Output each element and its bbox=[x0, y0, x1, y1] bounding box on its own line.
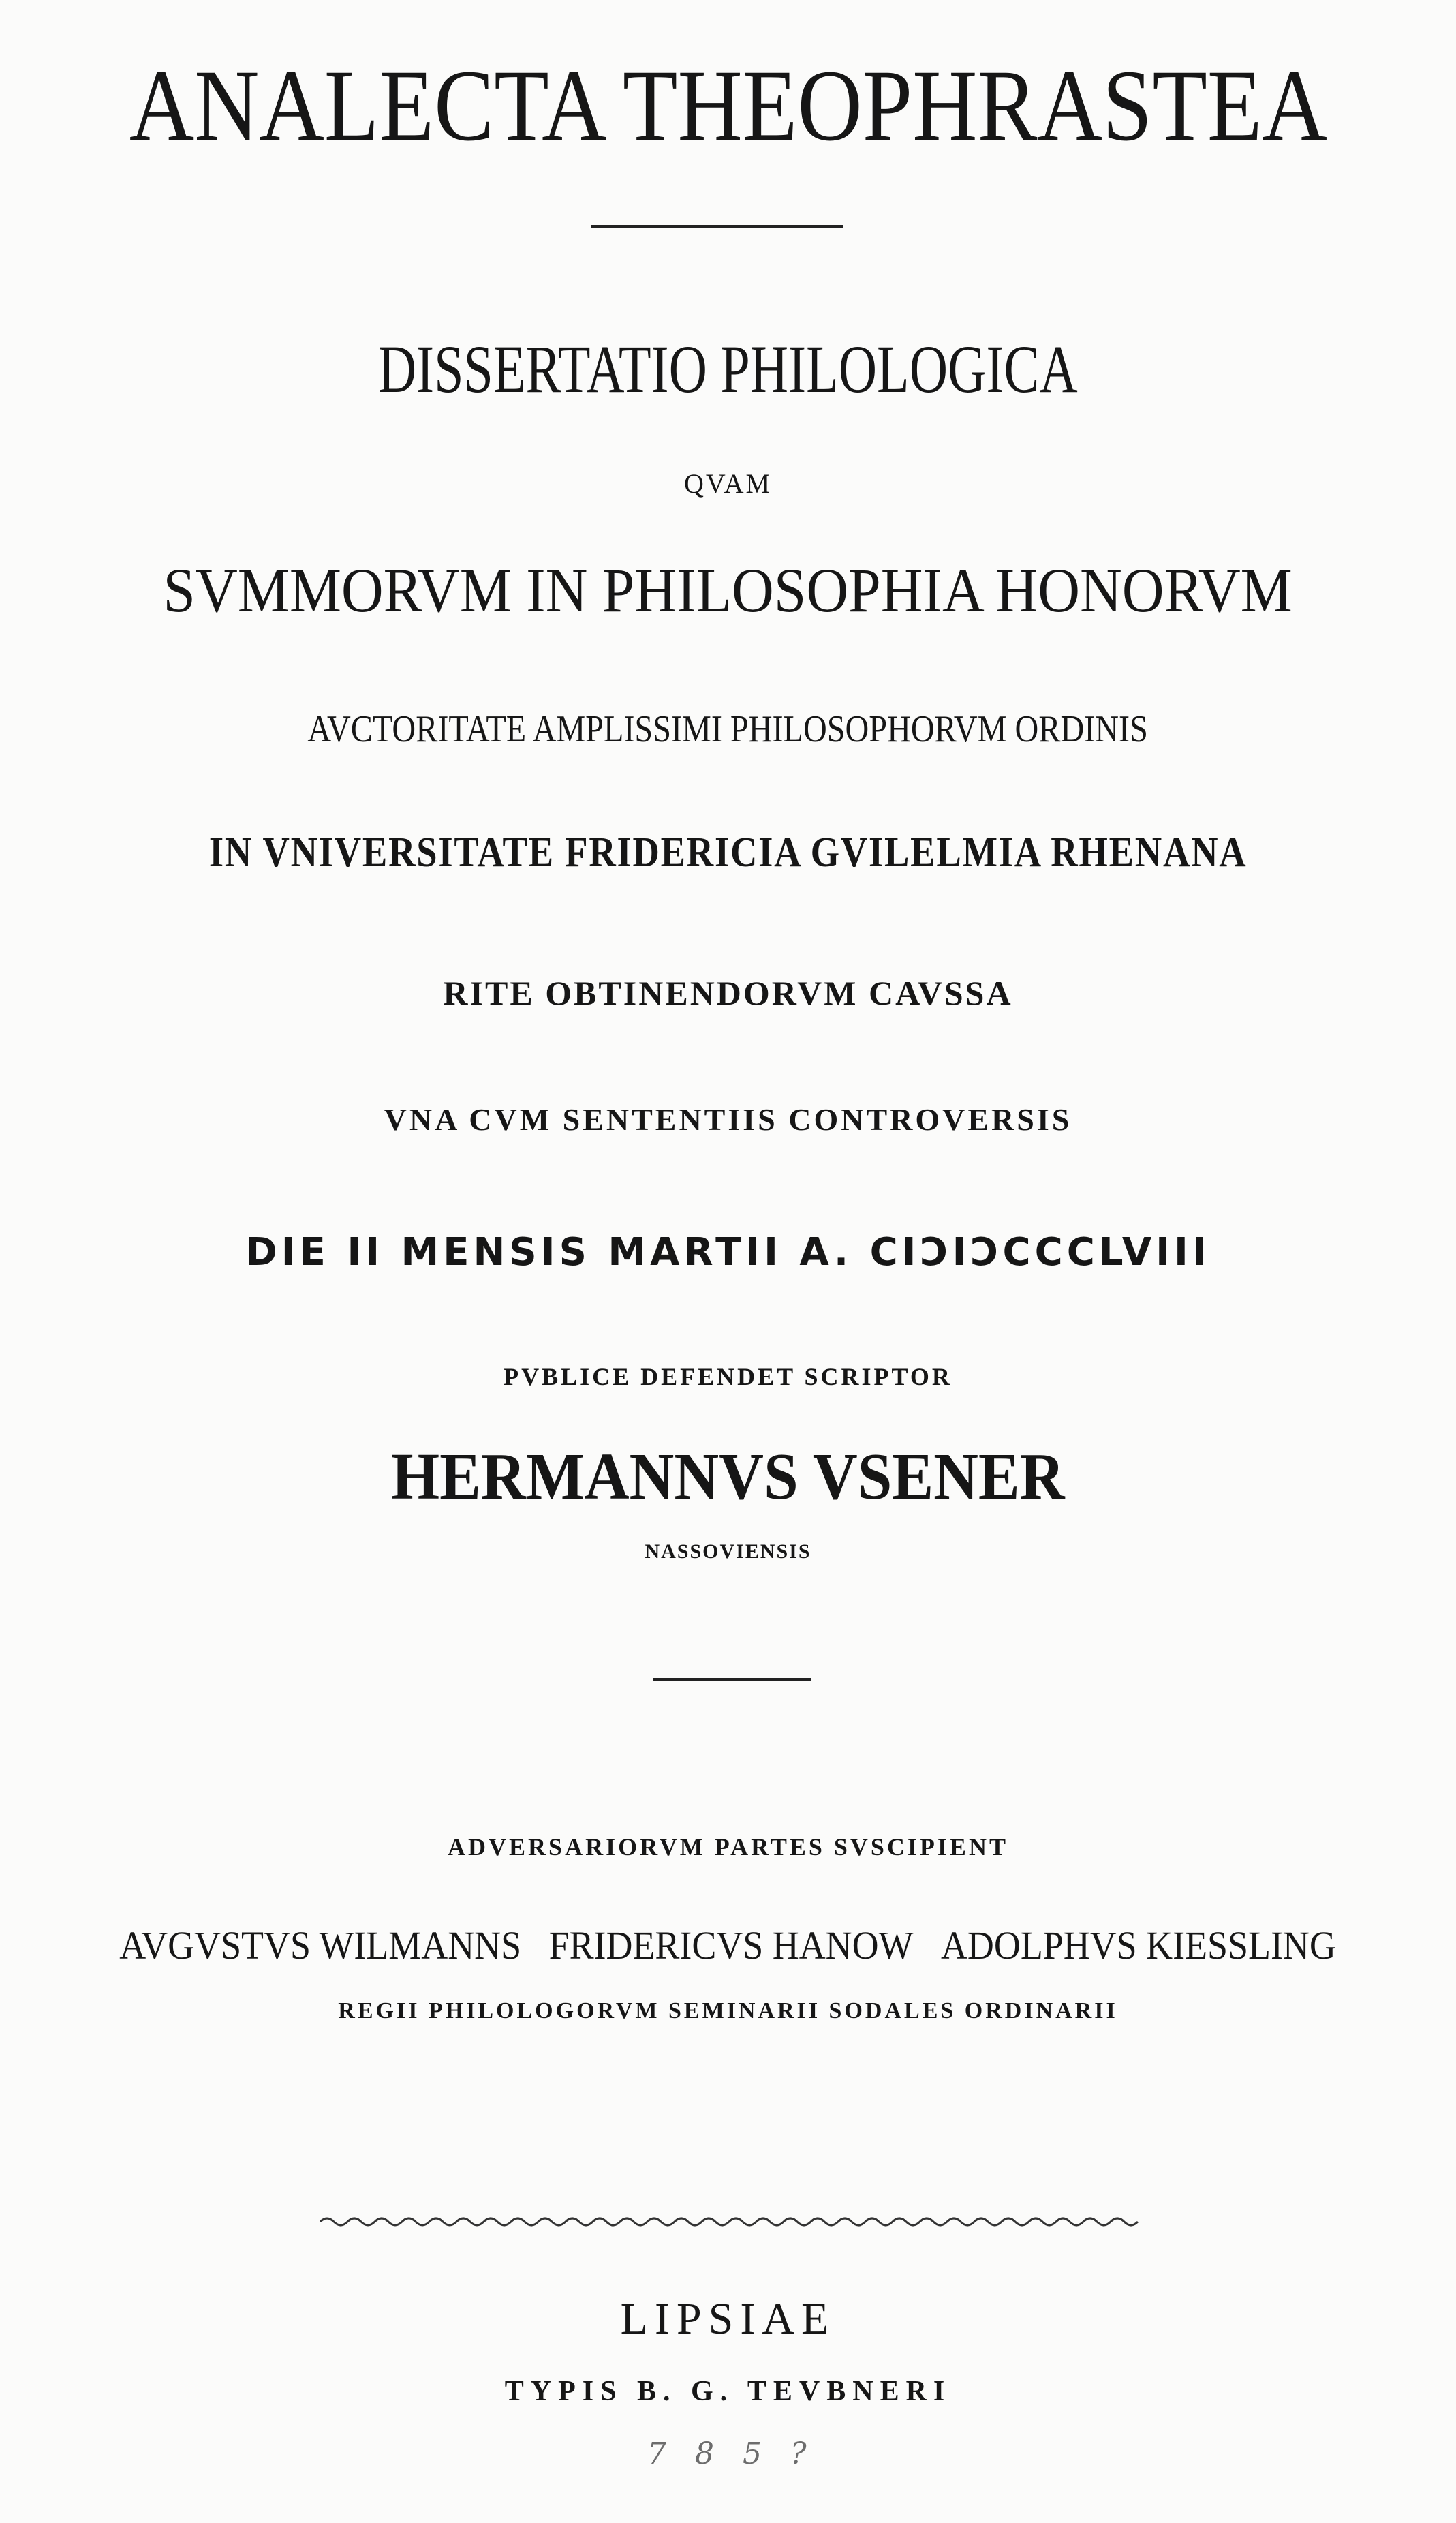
title-rule bbox=[591, 225, 843, 228]
opponents-text bbox=[119, 1923, 1337, 1968]
opponent-2: FRIDERICVS HANOW bbox=[549, 1923, 914, 1968]
universitate-text: IN VNIVERSITATE FRIDERICIA GVILELMIA RHENANA bbox=[208, 829, 1248, 876]
adversariorum-line: ADVERSARIORVM PARTES SVSCIPIENT bbox=[448, 1833, 1008, 1861]
subtitle-text: DISSERTATIO PHILOLOGICA bbox=[378, 331, 1078, 407]
subtitle bbox=[0, 331, 1456, 407]
city-line: LIPSIAE bbox=[620, 2294, 836, 2344]
author-rule bbox=[653, 1678, 811, 1681]
auctoritate-text: AVCTORITATE AMPLISSIMI PHILOSOPHORVM ORDINIS bbox=[307, 708, 1149, 750]
opponent-1: AVGVSTVS WILMANNS bbox=[119, 1923, 522, 1968]
author-name bbox=[0, 1440, 1456, 1514]
handwritten-note: 7 8 5 ? bbox=[647, 2436, 816, 2471]
printer-line: TYPIS B. G. TEVBNERI bbox=[504, 2376, 952, 2407]
sodales-line: REGII PHILOLOGORVM SEMINARII SODALES ORDINARII bbox=[338, 1998, 1118, 2023]
rite-line: RITE OBTINENDORVM CAVSSA bbox=[443, 974, 1013, 1012]
main-title-text: ANALECTA THEOPHRASTEA bbox=[129, 49, 1327, 162]
quam-line: QVAM bbox=[683, 468, 773, 499]
author-name-text: HERMANNVS VSENER bbox=[391, 1440, 1065, 1514]
honorum-text: SVMMORVM IN PHILOSOPHIA HONORVM bbox=[163, 555, 1293, 625]
opponents-line bbox=[0, 1923, 1456, 1968]
publice-line: PVBLICE DEFENDET SCRIPTOR bbox=[504, 1363, 952, 1390]
wavy-rule bbox=[320, 2208, 1146, 2235]
auctoritate-line bbox=[0, 710, 1456, 748]
origin-line: NASSOVIENSIS bbox=[645, 1540, 811, 1563]
date-line: DIE II MENSIS MARTII A. CIƆIƆCCCLVIII bbox=[245, 1230, 1211, 1274]
universitate-line bbox=[0, 831, 1456, 874]
una-line: VNA CVM SENTENTIIS CONTROVERSIS bbox=[384, 1102, 1072, 1137]
honorum-line bbox=[0, 555, 1456, 625]
main-title bbox=[0, 49, 1456, 162]
opponent-3: ADOLPHVS KIESSLING bbox=[941, 1923, 1337, 1968]
